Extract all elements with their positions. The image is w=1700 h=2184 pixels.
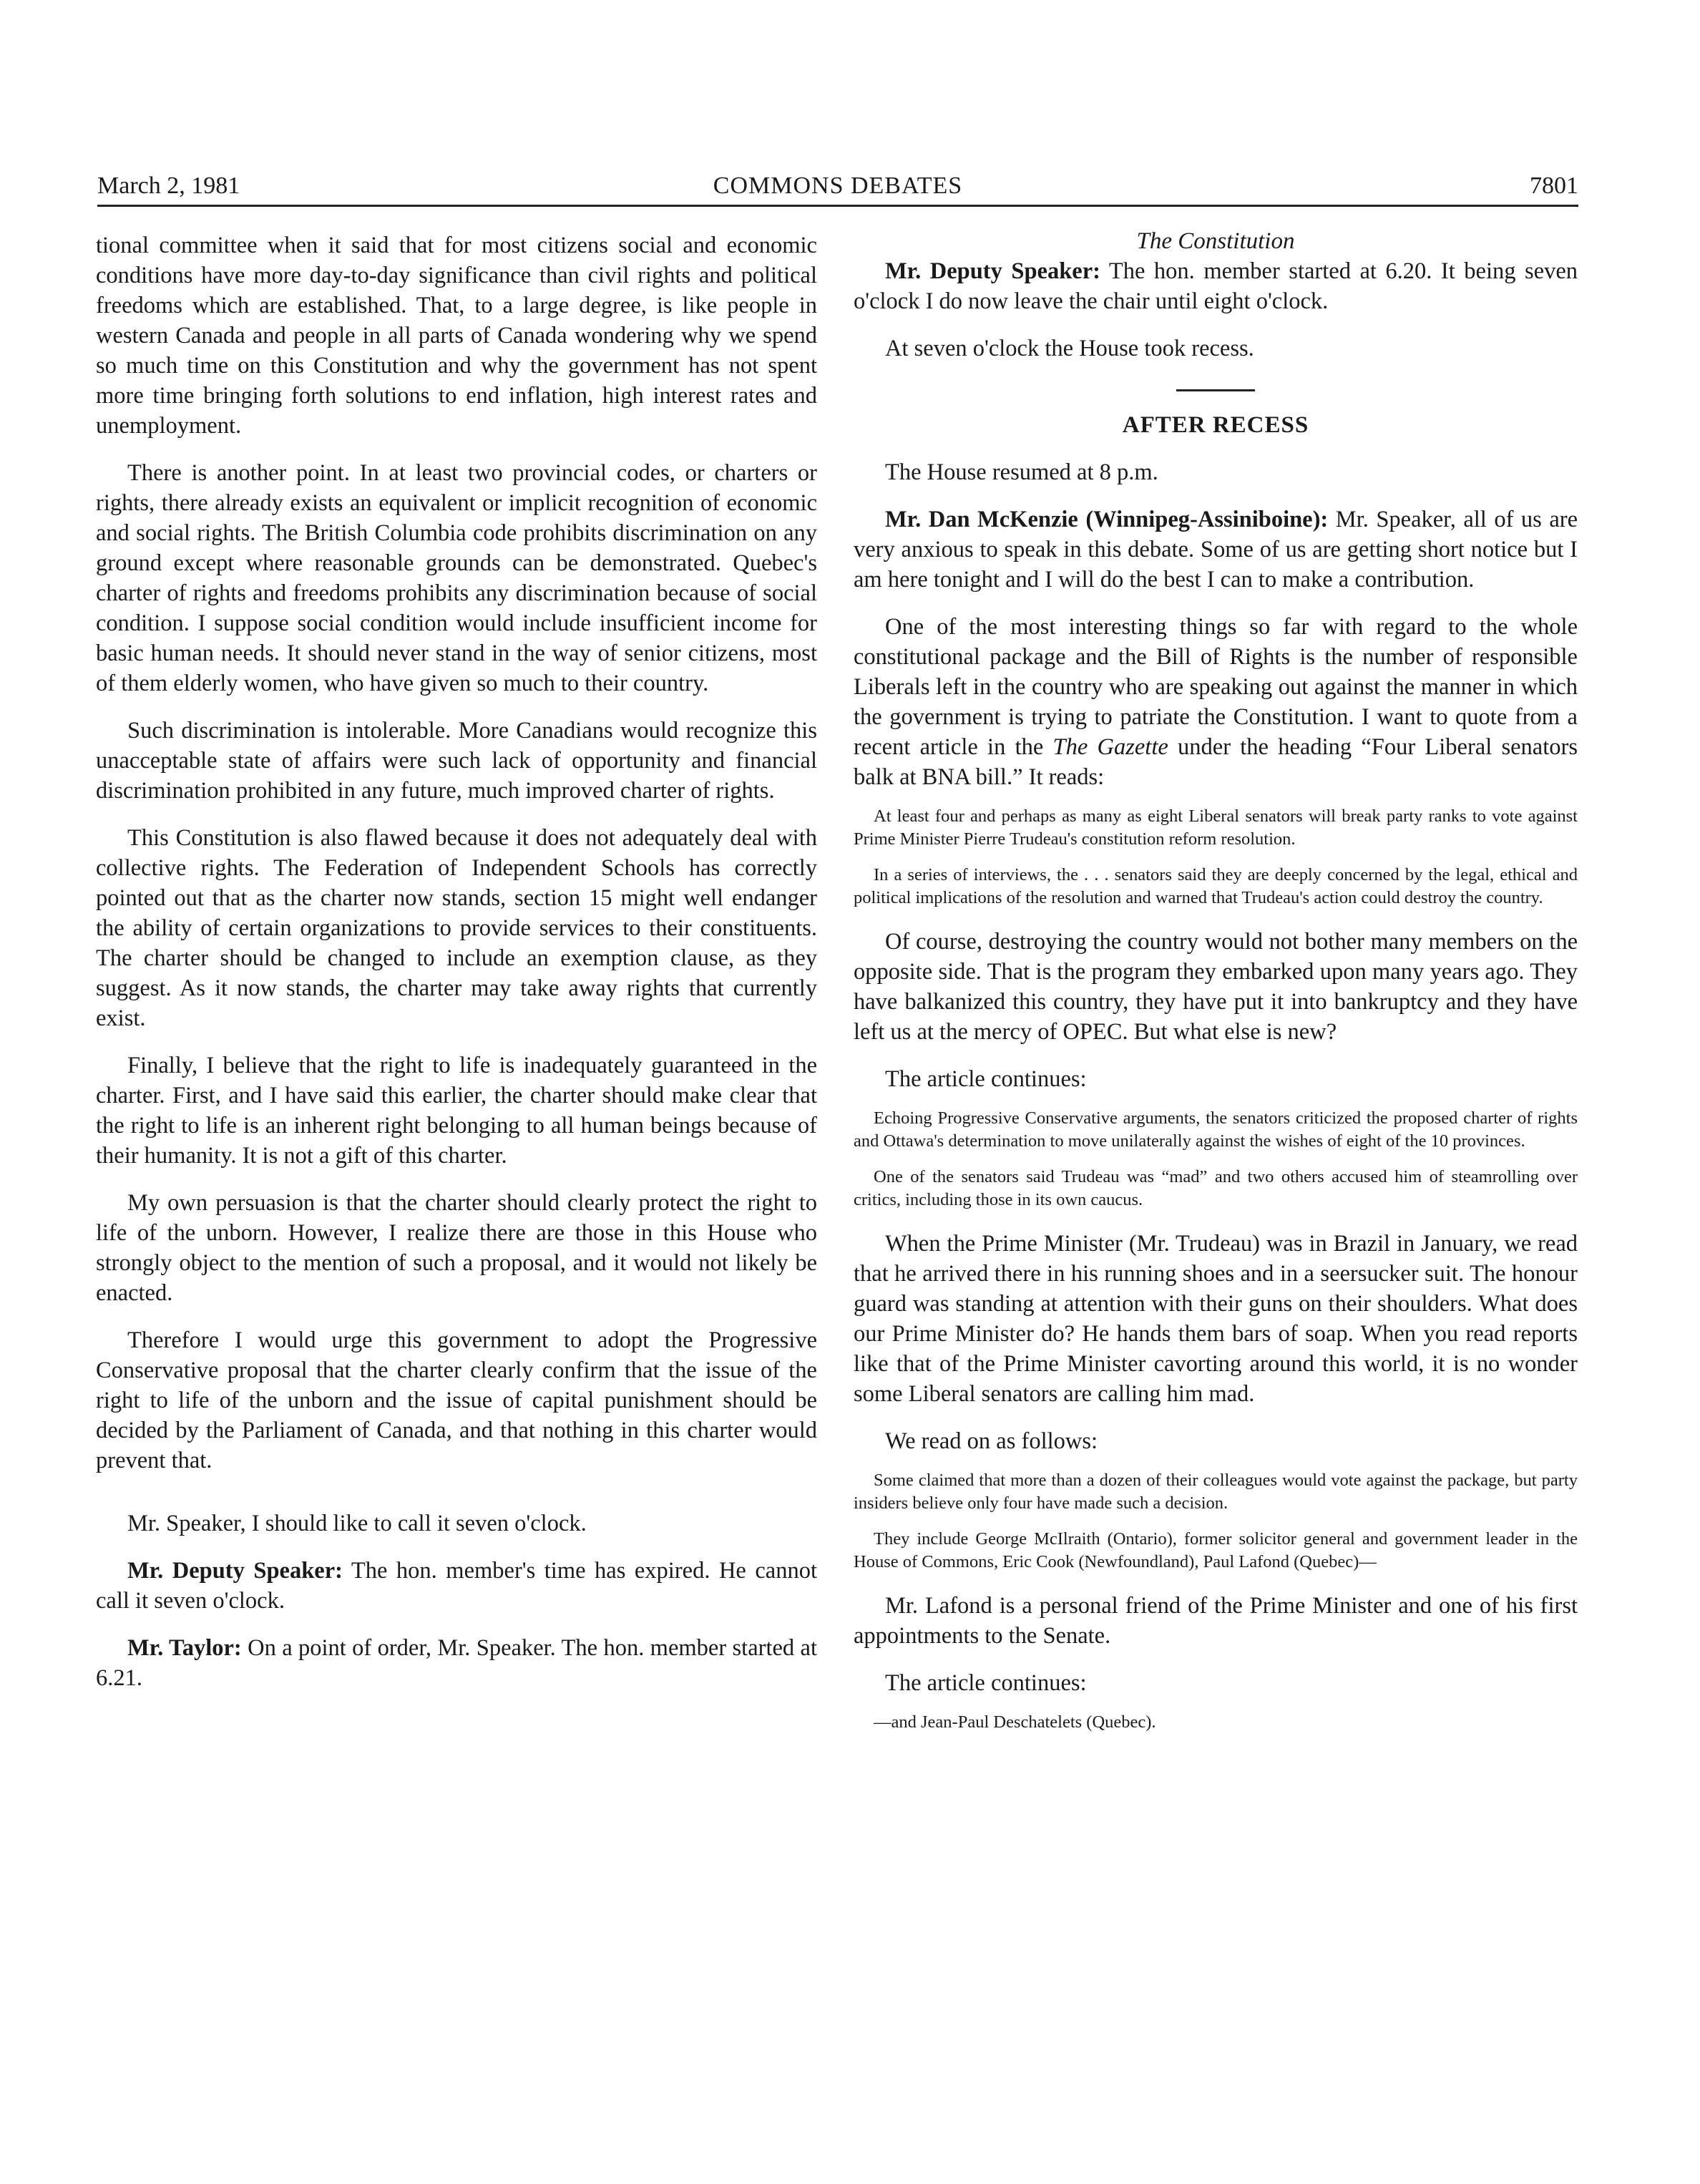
paragraph-text: under the heading “Four Liberal senators balk at BNA bill.” It reads:: [854, 734, 1578, 790]
speaker-paragraph: [96, 1633, 817, 1693]
speaker-name: Mr. Taylor:: [127, 1635, 242, 1661]
paragraph: Mr. Speaker, I should like to call it seven o'clock.: [127, 1511, 587, 1536]
speech-text: Mr. Speaker, all of us are very anxious to speak in this debate. Some of us are getting short notice but I am here tonight and I will do the best I can to make a contribution.: [854, 507, 1578, 593]
paragraph: This Constitution is also flawed because it does not adequately deal with collective rights. The Federation of Independent Schools has correctly pointed out that as the charter now stands, section 15 might well endanger the ability of certain organizations to provide services to their constituents. The charter should be changed to include an exemption clause, as they suggest. As it now stands, the charter may take away rights that currently exist.: [96, 825, 817, 1031]
speech-text: The hon. member started at 6.20. It being seven o'clock I do now leave the chair until eight o'clock.: [854, 258, 1578, 314]
newspaper-title: The Gazette: [1052, 734, 1168, 760]
quoted-excerpt: In a series of interviews, the . . . senators said they are deeply concerned by the legal, ethical and political implications of the resolution and warned that Trudeau's action could destroy the country.: [854, 865, 1578, 907]
quoted-excerpt: One of the senators said Trudeau was “mad” and two others accused him of steamrolling over critics, including those in its own caucus.: [854, 1167, 1578, 1209]
speech-text: The hon. member's time has expired. He cannot call it seven o'clock.: [96, 1558, 817, 1614]
speaker-paragraph: [96, 1556, 817, 1616]
paragraph: Therefore I would urge this government to adopt the Progressive Conservative proposal that the charter clearly confirm that the issue of the right to life of the unborn and the issue of capital punishment should be decided by the Parliament of Canada, and that nothing in this charter would prevent that.: [96, 1327, 817, 1473]
speech-text: On a point of order, Mr. Speaker. The hon. member started at 6.21.: [96, 1635, 817, 1691]
left-column: [96, 230, 817, 1693]
speaker-paragraph: [854, 504, 1578, 595]
paragraph: Finally, I believe that the right to life is inadequately guaranteed in the charter. First, and I have said this earlier, the charter should make clear that the right to life is an inherent right belonging to all human beings because of their humanity. It is not a gift of this charter.: [96, 1053, 817, 1169]
speaker-name: Mr. Deputy Speaker:: [127, 1558, 343, 1584]
paragraph: When the Prime Minister (Mr. Trudeau) was in Brazil in January, we read that he arrived there in his running shoes and in a seersucker suit. The honour guard was standing at attention with their guns on their shoulders. What does our Prime Minister do? He hands them bars of soap. When you read reports like that of the Prime Minister cavorting around this world, it is no wonder some Liberal senators are calling him mad.: [854, 1231, 1578, 1407]
section-divider: [1176, 389, 1255, 391]
paragraph: My own persuasion is that the charter should clearly protect the right to life of the unborn. However, I realize there are those in this House who strongly object to the mention of such a proposal, and it would not likely be enacted.: [96, 1190, 817, 1306]
page-header: [97, 169, 1578, 207]
paragraph: The article continues:: [885, 1670, 1087, 1696]
paragraph: Of course, destroying the country would not bother many members on the opposite side. That is the program they embarked upon many years ago. They have balkanized this country, they have put it into bankruptcy and they have left us at the mercy of OPEC. But what else is new?: [854, 929, 1578, 1045]
paragraph: The article continues:: [885, 1066, 1087, 1092]
paragraph-text: One of the most interesting things so far with regard to the whole constitutional package and the Bill of Rights is the number of responsible Liberals left in the country who are speaking out against the manner in which the government is trying to patriate the Constitution. I want to quote from a recent article in the: [854, 614, 1578, 760]
quoted-excerpt: At least four and perhaps as many as eight Liberal senators will break party ranks to vote against Prime Minister Pierre Trudeau's constitution reform resolution.: [854, 806, 1578, 849]
speaker-name: Mr. Deputy Speaker:: [885, 258, 1100, 284]
paragraph: Mr. Lafond is a personal friend of the Prime Minister and one of his first appointments to the Senate.: [854, 1593, 1578, 1649]
quoted-excerpt: Echoing Progressive Conservative arguments, the senators criticized the proposed charter of rights and Ottawa's determination to move unilaterally against the wishes of eight of the 10 provinces.: [854, 1108, 1578, 1151]
header-date: March 2, 1981: [97, 172, 240, 199]
header-page-number: 7801: [1530, 172, 1578, 199]
paragraph: There is another point. In at least two provincial codes, or charters or rights, there already exists an equivalent or implicit recognition of economic and social rights. The British Columbia code prohibits discrimination on any ground except where reasonable grounds can be demonstrated. Quebec's charter of rights and freedoms prohibits any discrimination because of social condition. I suppose social condition would include insufficient income for basic human needs. It should never stand in the way of senior citizens, most of them elderly women, who have given so much to their country.: [96, 460, 817, 696]
paragraph: tional committee when it said that for most citizens social and economic conditions have more day-to-day significance than civil rights and political freedoms which are established. That, to a large degree, is like people in western Canada and people in all parts of Canada wondering why we spend so much time on this Constitution and why the government has not spent more time bringing forth solutions to end inflation, high interest rates and unemployment.: [96, 233, 817, 439]
quoted-excerpt: Some claimed that more than a dozen of their colleagues would vote against the package, but party insiders believe only four have made such a decision.: [854, 1471, 1578, 1513]
paragraph: The House resumed at 8 p.m.: [885, 459, 1158, 485]
section-heading: AFTER RECESS: [1122, 412, 1309, 438]
paragraph: Such discrimination is intolerable. More Canadians would recognize this unacceptable state of affairs were such lack of opportunity and financial discrimination prohibited in any future, much improved charter of rights.: [96, 718, 817, 804]
paragraph: [854, 612, 1578, 792]
paragraph: We read on as follows:: [885, 1428, 1098, 1454]
right-column: [854, 230, 1578, 1734]
speaker-paragraph: [854, 256, 1578, 316]
speaker-name: Mr. Dan McKenzie (Winnipeg-Assiniboine):: [885, 507, 1329, 532]
section-title: The Constitution: [1136, 228, 1295, 254]
header-publication: COMMONS DEBATES: [713, 172, 963, 199]
quoted-excerpt: They include George McIlraith (Ontario), former solicitor general and government leader in the House of Commons, Eric Cook (Newfoundland), Paul Lafond (Quebec)—: [854, 1529, 1578, 1571]
paragraph: At seven o'clock the House took recess.: [885, 336, 1254, 361]
quoted-excerpt: —and Jean-Paul Deschatelets (Quebec).: [874, 1712, 1156, 1732]
